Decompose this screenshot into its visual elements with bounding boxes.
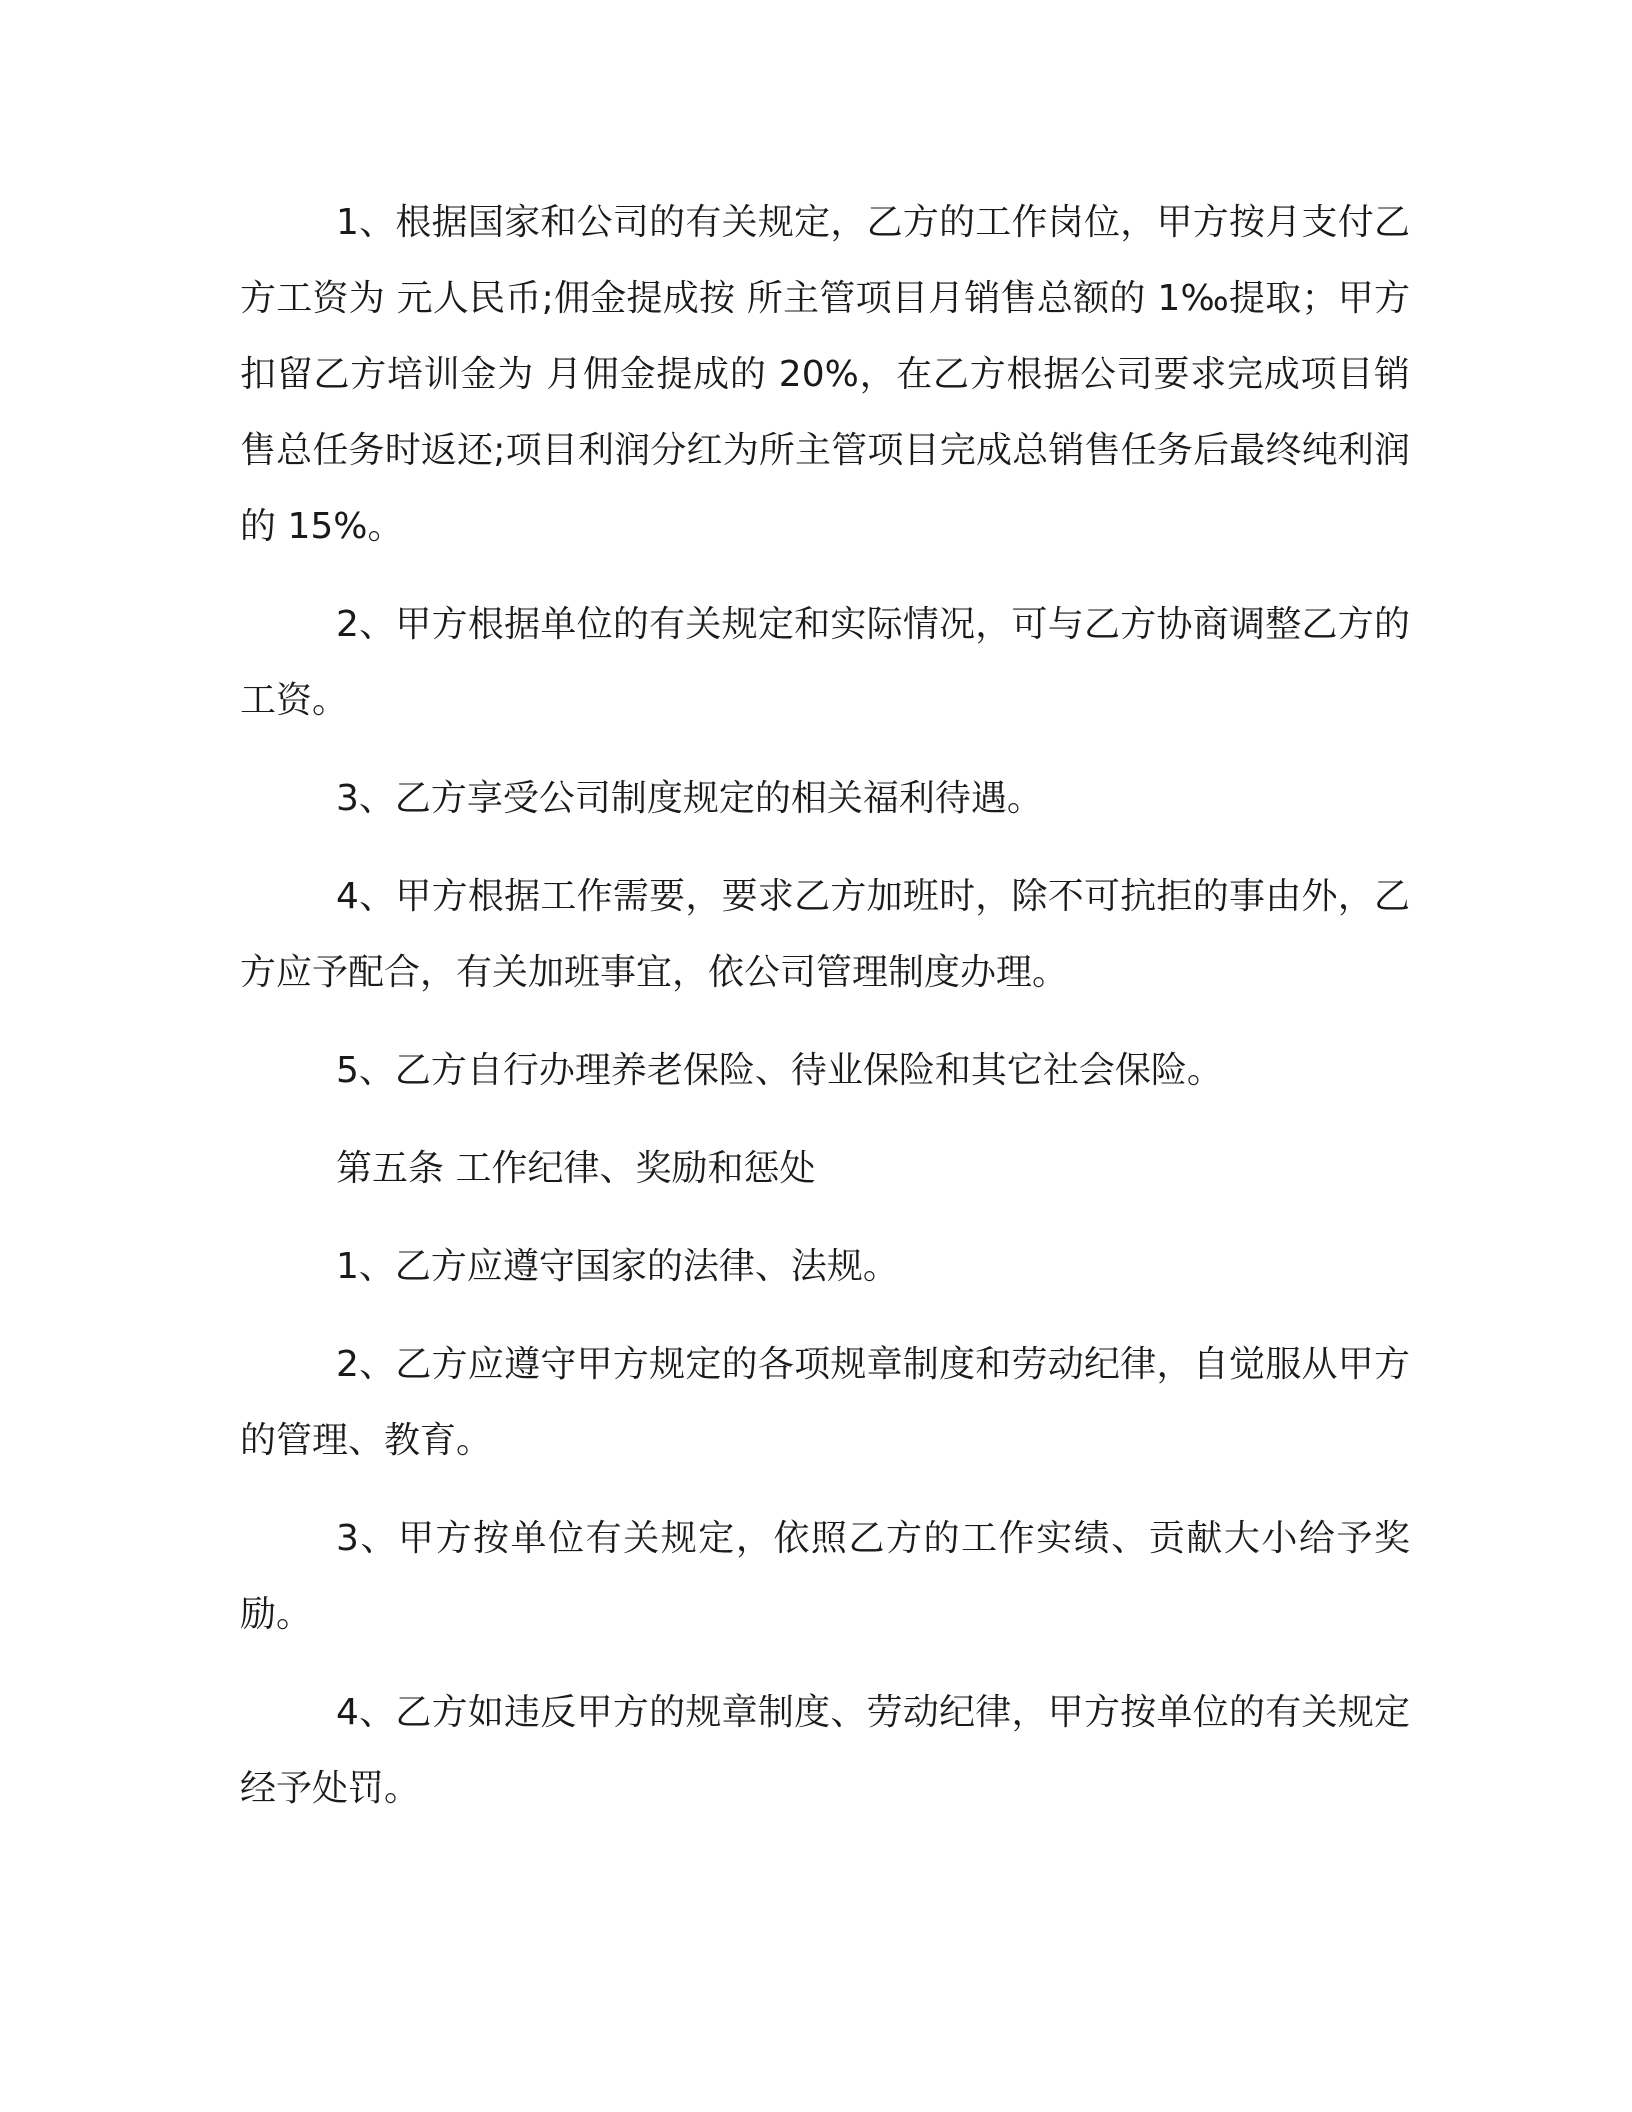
section-paragraph-4: 4、乙方如违反甲方的规章制度、劳动纪律，甲方按单位的有关规定经予处罚。 (240, 1692, 1410, 1809)
document-body (240, 185, 1410, 1849)
clause-paragraph-4: 4、甲方根据工作需要，要求乙方加班时，除不可抗拒的事由外，乙方应予配合，有关加班事宜，依公司管理制度办理。 (240, 876, 1410, 993)
clause-paragraph-3: 3、乙方享受公司制度规定的相关福利待遇。 (336, 778, 1043, 819)
section-heading: 第五条 工作纪律、奖励和惩处 (336, 1148, 816, 1189)
clause-paragraph-5: 5、乙方自行办理养老保险、待业保险和其它社会保险。 (336, 1050, 1223, 1091)
section-paragraph-3: 3、甲方按单位有关规定，依照乙方的工作实绩、贡献大小给予奖励。 (240, 1518, 1410, 1635)
clause-paragraph-1: 1、根据国家和公司的有关规定，乙方的工作岗位，甲方按月支付乙方工资为 元人民币;佣金提成按 所主管项目月销售总额的 1‰提取；甲方扣留乙方培训金为 月佣金提成的 20%，在乙方根据公司要求完成项目销售总任务时返还;项目利润分红为所主管项目完成总销售任务后最终纯利润的 15%。 (240, 202, 1410, 547)
clause-paragraph-2: 2、甲方根据单位的有关规定和实际情况，可与乙方协商调整乙方的工资。 (240, 604, 1410, 721)
section-paragraph-2: 2、乙方应遵守甲方规定的各项规章制度和劳动纪律，自觉服从甲方的管理、教育。 (240, 1344, 1410, 1461)
section-paragraph-1: 1、乙方应遵守国家的法律、法规。 (336, 1246, 899, 1287)
